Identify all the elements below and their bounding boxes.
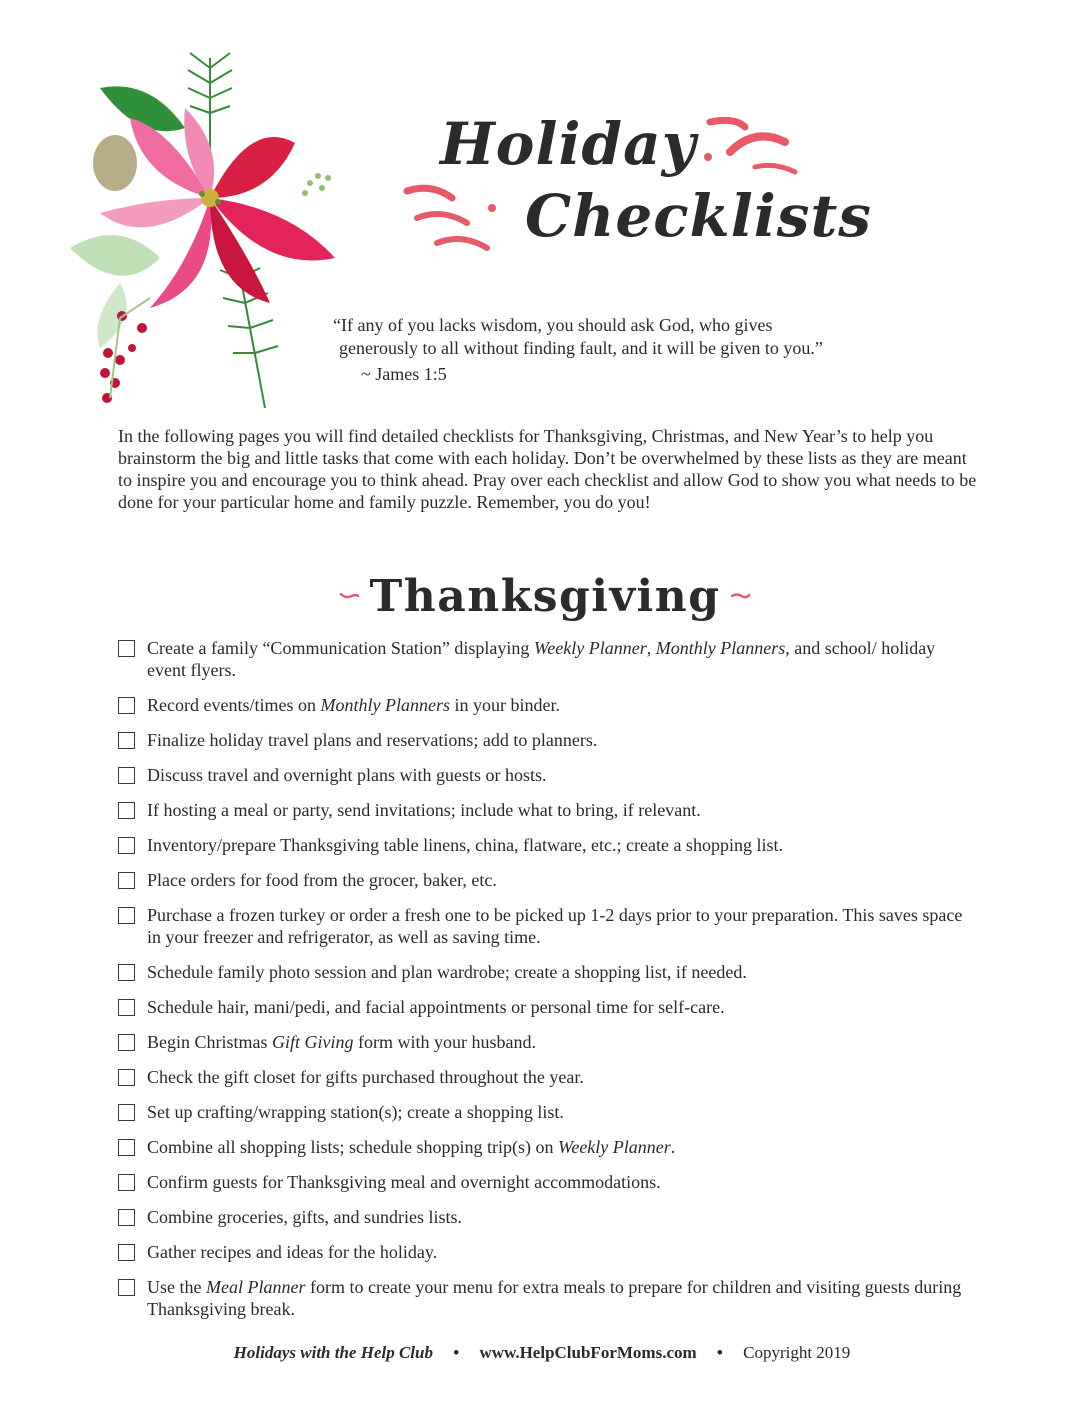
checkbox[interactable] <box>118 697 135 714</box>
checkbox[interactable] <box>118 872 135 889</box>
footer-separator: • <box>453 1343 460 1362</box>
poinsettia-illustration <box>60 48 350 418</box>
checklist-item-text <box>147 1101 977 1123</box>
text-segment: . <box>670 1137 676 1157</box>
checklist-item-text <box>147 694 977 716</box>
text-segment: Check the gift closet for gifts purchased throughout the year. <box>147 1067 584 1087</box>
quote-citation: ~ James 1:5 <box>361 364 447 384</box>
form-name: Monthly Planners <box>655 638 786 658</box>
checklist-item-text <box>147 996 977 1018</box>
checkbox[interactable] <box>118 837 135 854</box>
text-segment: Create a family “Communication Station” displaying <box>147 638 534 658</box>
checklist-item-text <box>147 1206 977 1228</box>
checkbox[interactable] <box>118 1034 135 1051</box>
text-segment: in your binder. <box>449 695 560 715</box>
checklist-item-text <box>147 961 977 983</box>
checklist-item-text <box>147 1171 977 1193</box>
form-name: Gift Giving <box>272 1032 354 1052</box>
checkbox[interactable] <box>118 1209 135 1226</box>
title-line-2: Checklists <box>525 182 872 250</box>
text-segment: Confirm guests for Thanksgiving meal and overnight accommodations. <box>147 1172 661 1192</box>
checkbox[interactable] <box>118 1104 135 1121</box>
checkbox[interactable] <box>118 907 135 924</box>
swoosh-left-icon <box>340 588 359 604</box>
text-segment: form to create your menu for extra meals to prepare for children and visiting guests during Thanksgiving break. <box>147 1277 962 1319</box>
intro-paragraph: In the following pages you will find detailed checklists for Thanksgiving, Christmas, and New Year’s to help you brainstorm the big and little tasks that come with each holiday. Don’t be overwhelmed by these lists as they are meant to inspire you and encourage you to think ahead. Pray over each checklist and allow God to show you what needs to be done for your particular home and family puzzle. Remember, you do you! <box>118 426 977 512</box>
form-name: Monthly Planners <box>320 695 450 715</box>
section-heading <box>340 566 750 626</box>
swoosh-decoration-left <box>402 183 502 255</box>
footer-book-title: Holidays with the Help Club <box>233 1343 433 1362</box>
text-segment: Begin Christmas <box>147 1032 272 1052</box>
checklist-item-text <box>147 834 977 856</box>
checkbox[interactable] <box>118 1139 135 1156</box>
form-name: Meal Planner <box>205 1277 306 1297</box>
title-line-1: Holiday <box>440 110 697 178</box>
checklist-item-text <box>147 1066 977 1088</box>
checklist-item-text <box>147 1241 977 1263</box>
text-segment: , <box>646 638 656 658</box>
text-segment: Gather recipes and ideas for the holiday. <box>147 1242 438 1262</box>
checklist-item-text <box>147 729 977 751</box>
checkbox[interactable] <box>118 1174 135 1191</box>
text-segment: Schedule family photo session and plan wardrobe; create a shopping list, if needed. <box>147 962 747 982</box>
text-segment: Set up crafting/wrapping station(s); create a shopping list. <box>147 1102 564 1122</box>
checkbox[interactable] <box>118 999 135 1016</box>
text-segment: Discuss travel and overnight plans with guests or hosts. <box>147 765 547 785</box>
checklist-item-text <box>147 1136 977 1158</box>
checklist-item-text <box>147 869 977 891</box>
text-segment: Inventory/prepare Thanksgiving table linens, china, flatware, etc.; create a shopping list. <box>147 835 783 855</box>
text-segment: If hosting a meal or party, send invitations; include what to bring, if relevant. <box>147 800 701 820</box>
form-name: Weekly Planner <box>533 638 647 658</box>
text-segment: Finalize holiday travel plans and reservations; add to planners. <box>147 730 598 750</box>
page-footer <box>0 1343 1084 1363</box>
text-segment: form with your husband. <box>353 1032 536 1052</box>
quote-line-1: “If any of you lacks wisdom, you should ask God, who gives <box>333 315 773 335</box>
checkbox[interactable] <box>118 640 135 657</box>
swoosh-right-icon <box>731 588 750 604</box>
swoosh-decoration-top-right <box>700 112 810 187</box>
checklist-item-text <box>147 637 977 681</box>
text-segment: Place orders for food from the grocer, baker, etc. <box>147 870 497 890</box>
footer-separator: • <box>716 1343 723 1362</box>
checklist-item-text <box>147 764 977 786</box>
text-segment: Schedule hair, mani/pedi, and facial appointments or personal time for self-care. <box>147 997 725 1017</box>
section-title: Thanksgiving <box>369 570 721 622</box>
checkbox[interactable] <box>118 802 135 819</box>
footer-url[interactable]: www.HelpClubForMoms.com <box>479 1343 697 1362</box>
text-segment: Combine groceries, gifts, and sundries lists. <box>147 1207 462 1227</box>
text-segment: Use the <box>147 1277 206 1297</box>
checkbox[interactable] <box>118 1069 135 1086</box>
checklist-item-text <box>147 904 977 948</box>
checklist-item-text <box>147 1276 977 1320</box>
checkbox[interactable] <box>118 1279 135 1296</box>
text-segment: Purchase a frozen turkey or order a fresh one to be picked up 1-2 days prior to your preparation. This saves space in your freezer and refrigerator, as well as saving time. <box>147 905 963 947</box>
checkbox[interactable] <box>118 767 135 784</box>
checkbox[interactable] <box>118 964 135 981</box>
text-segment: , and school/ holiday event flyers. <box>147 638 936 680</box>
checkbox[interactable] <box>118 732 135 749</box>
quote-line-2: generously to all without finding fault, and it will be given to you.” <box>339 338 823 358</box>
checkbox[interactable] <box>118 1244 135 1261</box>
footer-copyright: Copyright 2019 <box>743 1343 851 1362</box>
checklist-item-text <box>147 1031 977 1053</box>
scripture-quote <box>333 314 953 386</box>
form-name: Weekly Planner <box>557 1137 671 1157</box>
checklist-item-text <box>147 799 977 821</box>
text-segment: Combine all shopping lists; schedule shopping trip(s) on <box>147 1137 558 1157</box>
text-segment: Record events/times on <box>147 695 321 715</box>
